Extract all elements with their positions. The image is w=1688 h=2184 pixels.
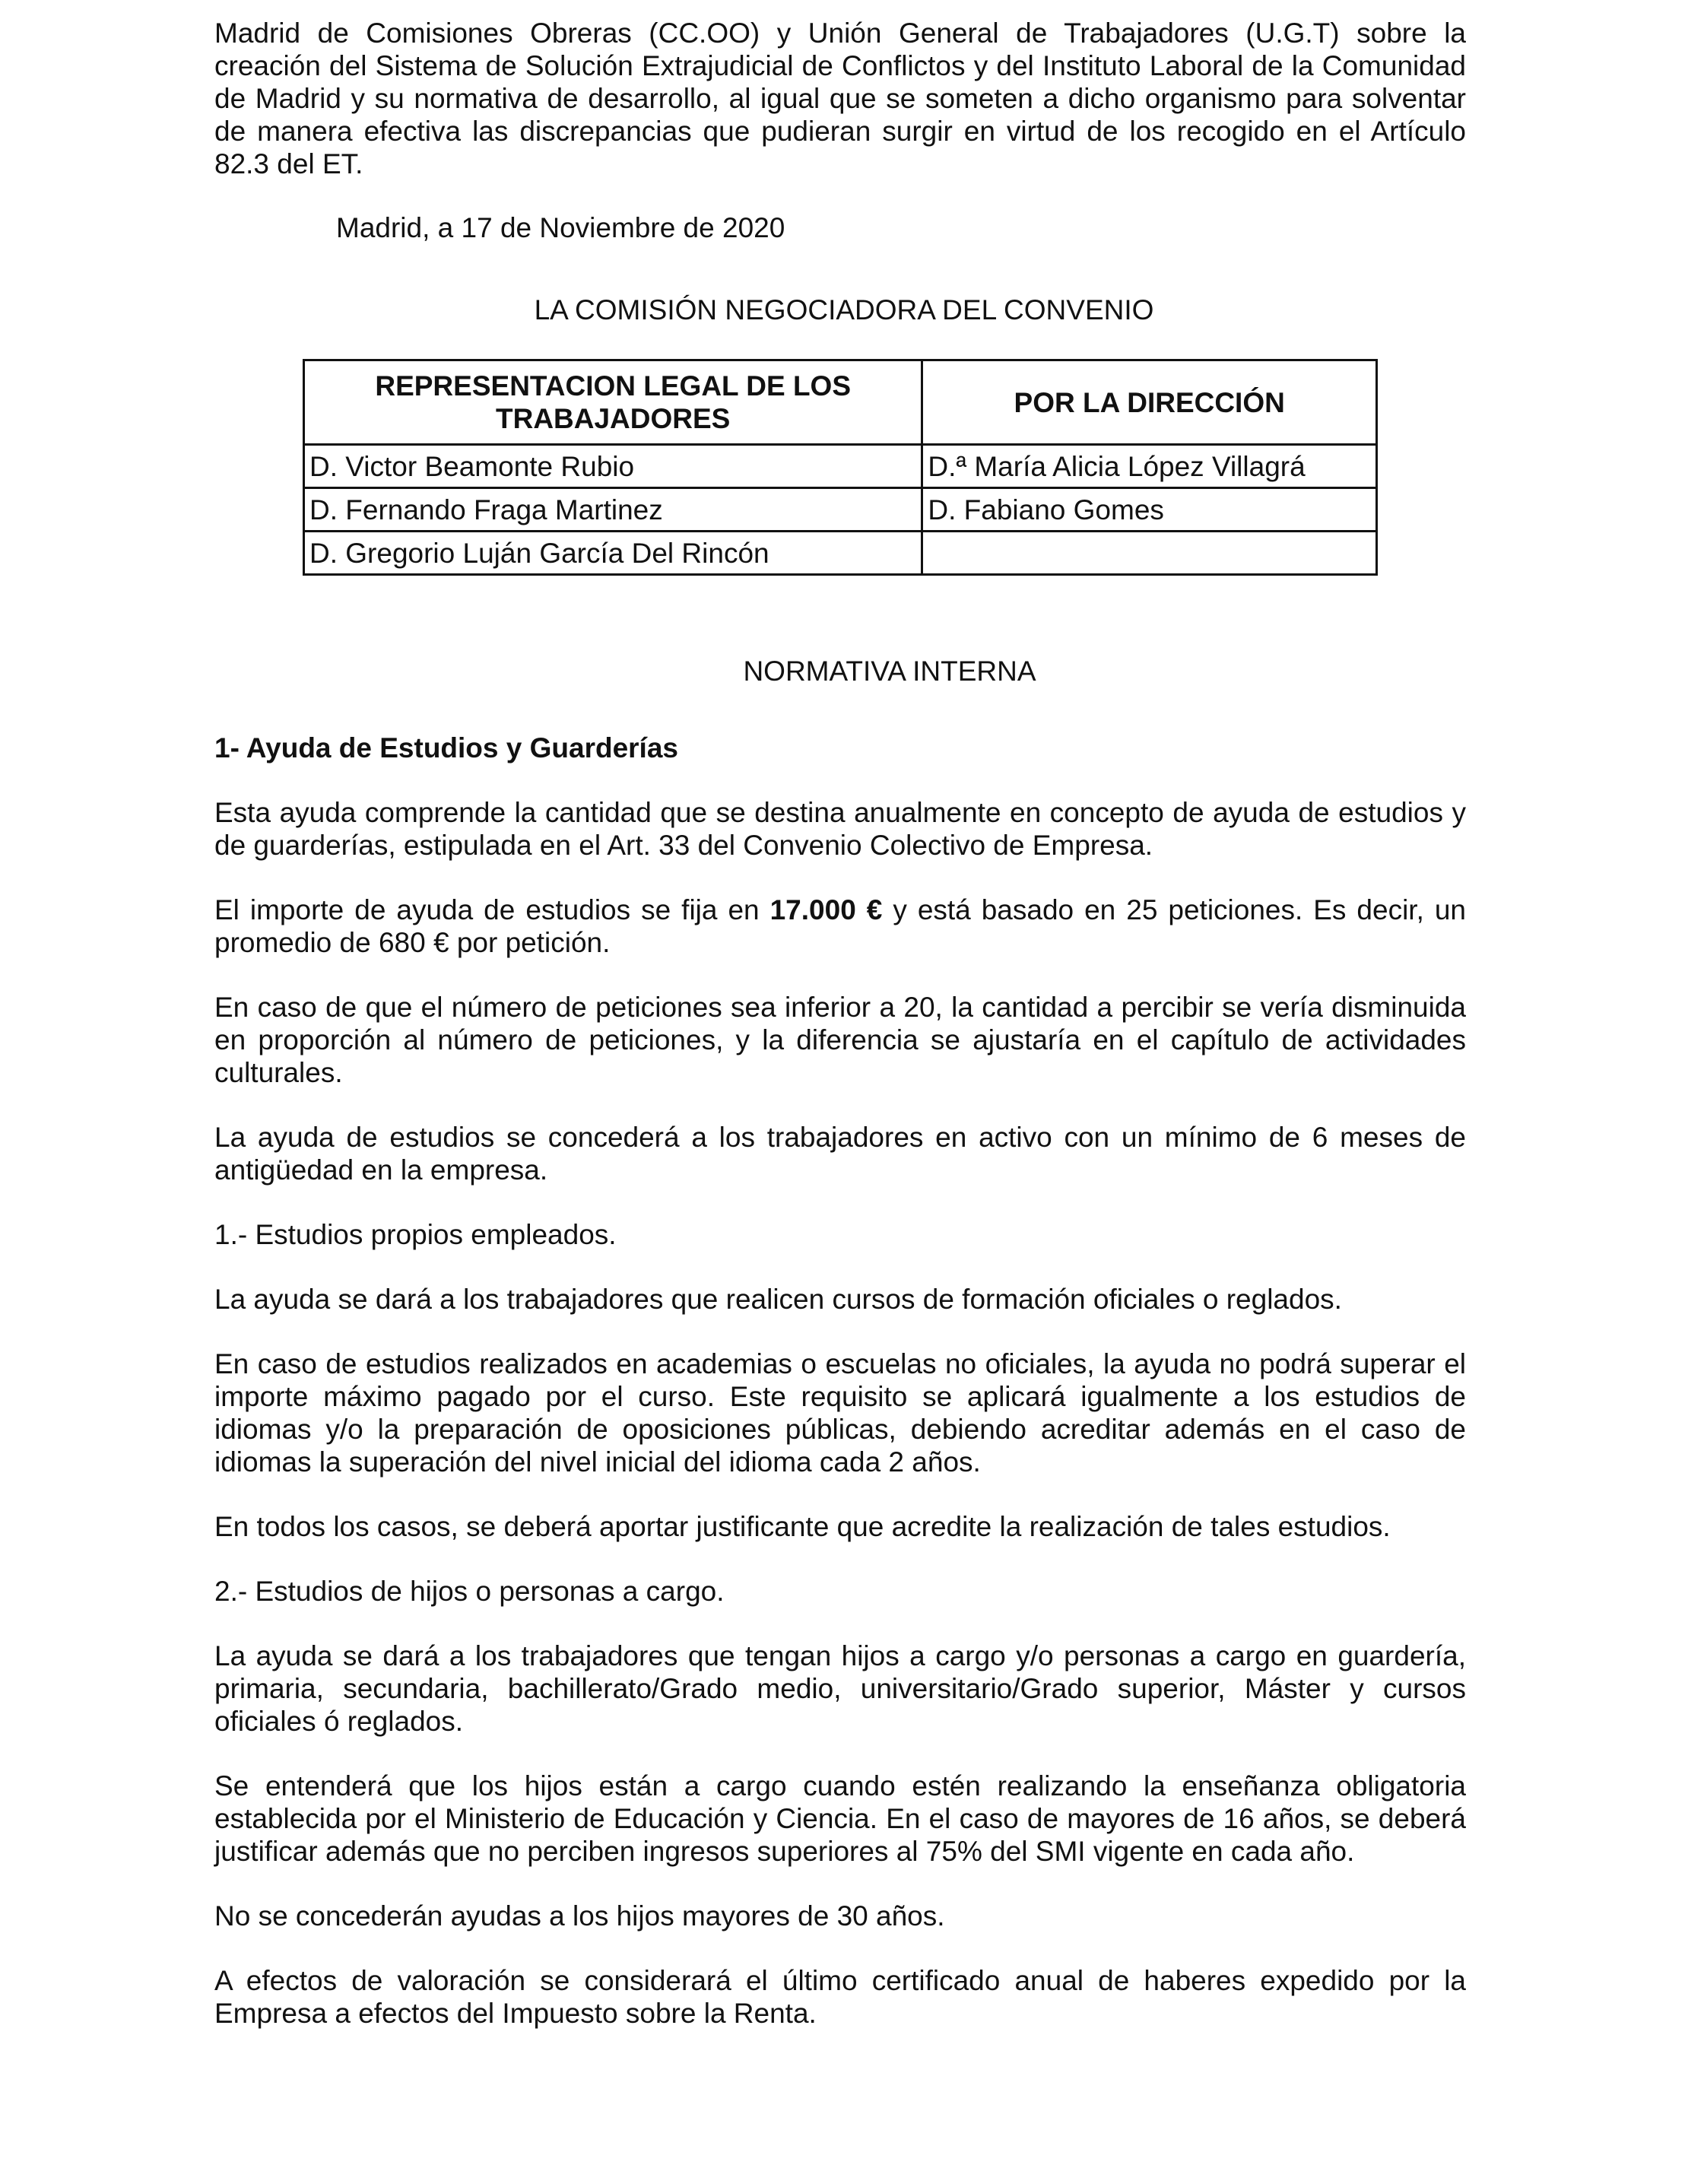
- paragraph-dependents: Se entenderá que los hijos están a cargo cuando estén realizando la enseñanza obligatoria establecida por el Ministerio de Educación y Ciencia. En el caso de mayores de 16 años, se deberá justificar además que no perciben ingresos superiores al 75% del SMI vigente en cada año.: [214, 1770, 1466, 1867]
- table-row: [304, 445, 1377, 488]
- paragraph-valuation: A efectos de valoración se considerará el último certificado anual de haberes expedido por la Empresa a efectos del Impuesto sobre la Renta.: [214, 1965, 1466, 2029]
- table-row: [304, 488, 1377, 532]
- normativa-body: [214, 732, 1466, 2030]
- amount-value: 17.000 €: [769, 894, 883, 925]
- amount-text-before: El importe de ayuda de estudios se fija en: [214, 894, 770, 925]
- signatories-table: [303, 359, 1378, 576]
- paragraph-children-eligibility: La ayuda se dará a los trabajadores que tengan hijos a cargo y/o personas a cargo en guardería, primaria, secundaria, bachillerato/Grado medio, universitario/Grado superior, Máster y cursos oficiales ó reglados.: [214, 1640, 1466, 1737]
- table-header-row: [304, 360, 1377, 445]
- committee-title: LA COMISIÓN NEGOCIADORA DEL CONVENIO: [534, 294, 1154, 325]
- date-line: Madrid, a 17 de Noviembre de 2020: [336, 212, 785, 243]
- management-rep-3: [922, 532, 1377, 575]
- paragraph-age-limit: No se concederán ayudas a los hijos mayores de 30 años.: [214, 1900, 945, 1932]
- management-rep-2: D. Fabiano Gomes: [922, 488, 1377, 532]
- paragraph-reduction: En caso de que el número de peticiones sea inferior a 20, la cantidad a percibir se vería disminuida en proporción al número de peticiones, y la diferencia se ajustaría en el capítulo de actividades culturales.: [214, 992, 1466, 1088]
- paragraph-official-courses: La ayuda se dará a los trabajadores que realicen cursos de formación oficiales o reglados.: [214, 1284, 1342, 1315]
- paragraph-eligibility: La ayuda de estudios se concederá a los trabajadores en activo con un mínimo de 6 meses de antigüedad en la empresa.: [214, 1122, 1466, 1186]
- intro-paragraph: Madrid de Comisiones Obreras (CC.OO) y Unión General de Trabajadores (U.G.T) sobre la creación del Sistema de Solución Extrajudicial de Conflictos y del Instituto Laboral de la Comunidad de Madrid y su normativa de desarrollo, al igual que se someten a dicho organismo para solventar de manera efectiva las discrepancias que pudieran surgir en virtud de los recogido en el Artículo 82.3 del ET.: [214, 17, 1466, 179]
- management-rep-1: D.ª María Alicia López Villagrá: [922, 445, 1377, 488]
- worker-rep-1: D. Victor Beamonte Rubio: [304, 445, 922, 488]
- subsection-children-studies: 2.- Estudios de hijos o personas a cargo.: [214, 1576, 725, 1607]
- intro-block: [214, 17, 1466, 244]
- table-row: [304, 532, 1377, 575]
- normativa-title: NORMATIVA INTERNA: [743, 656, 1036, 687]
- header-workers: REPRESENTACION LEGAL DE LOS TRABAJADORES: [304, 360, 922, 445]
- worker-rep-2: D. Fernando Fraga Martinez: [304, 488, 922, 532]
- paragraph-amount: [214, 894, 1466, 959]
- paragraph-unofficial-studies: En caso de estudios realizados en academias o escuelas no oficiales, la ayuda no podrá superar el importe máximo pagado por el curso. Este requisito se aplicará igualmente a los estudios de idiomas y/o la preparación de oposiciones públicas, debiendo acreditar además en el caso de idiomas la superación del nivel inicial del idioma cada 2 años.: [214, 1348, 1466, 1478]
- amount-text-after: y está basado en 25 peticiones. Es decir, un promedio de 680 € por petición.: [214, 894, 1466, 958]
- header-management: POR LA DIRECCIÓN: [922, 360, 1377, 445]
- paragraph-purpose: Esta ayuda comprende la cantidad que se destina anualmente en concepto de ayuda de estudios y de guarderías, estipulada en el Art. 33 del Convenio Colectivo de Empresa.: [214, 797, 1466, 861]
- section-heading: 1- Ayuda de Estudios y Guarderías: [214, 732, 678, 763]
- worker-rep-3: D. Gregorio Luján García Del Rincón: [304, 532, 922, 575]
- paragraph-justification: En todos los casos, se deberá aportar justificante que acredite la realización de tales estudios.: [214, 1511, 1391, 1542]
- subsection-own-studies: 1.- Estudios propios empleados.: [214, 1219, 617, 1250]
